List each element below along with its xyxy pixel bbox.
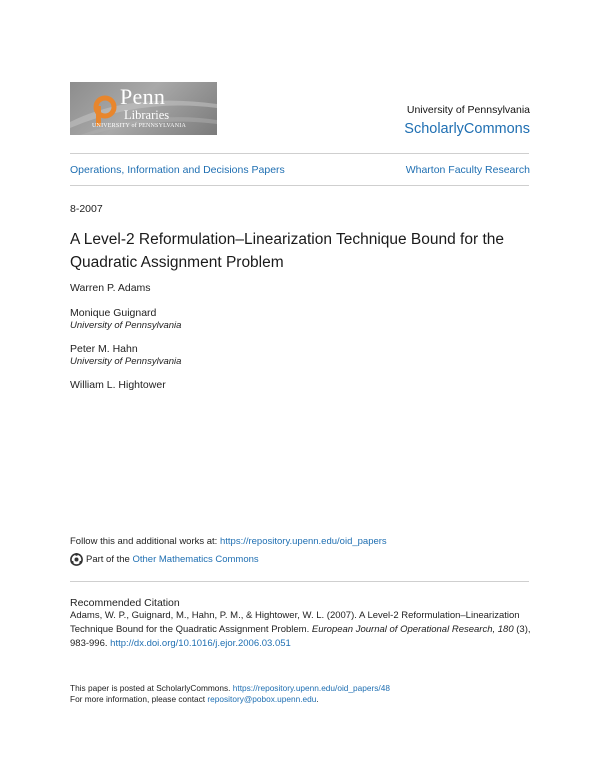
doi-link[interactable]: http://dx.doi.org/10.1016/j.ejor.2006.03.051: [110, 638, 291, 650]
follow-line: [70, 536, 387, 547]
partof-prefix: Part of the: [86, 554, 130, 565]
logo-libraries-text: Libraries: [124, 108, 170, 122]
logo-penn-text: Penn: [120, 84, 166, 109]
collection-link[interactable]: Operations, Information and Decisions Papers: [70, 164, 285, 176]
divider: [70, 153, 529, 154]
more-info-prefix: For more information, please contact: [70, 694, 208, 704]
author-name: Warren P. Adams: [70, 282, 151, 294]
citation-journal: European Journal of Operational Research, 180: [311, 624, 514, 636]
author-name: Monique Guignard: [70, 307, 157, 319]
citation-pages: (3), 983-996.: [70, 624, 531, 650]
author-affiliation: University of Pennsylvania: [70, 320, 182, 331]
paper-title: A Level-2 Reformulation–Linearization Technique Bound for the Quadratic Assignment Problem: [70, 231, 504, 271]
author-affiliation: University of Pennsylvania: [70, 356, 182, 367]
author-name: William L. Hightower: [70, 379, 166, 391]
recommended-citation-heading: Recommended Citation: [70, 597, 180, 609]
logo-university-text: UNIVERSITY of PENNSYLVANIA: [92, 123, 186, 129]
citation-text: [70, 609, 532, 652]
more-info-suffix: .: [316, 694, 319, 704]
contact-email-link[interactable]: repository@pobox.upenn.edu: [207, 694, 317, 704]
author-name: Peter M. Hahn: [70, 343, 138, 355]
divider: [70, 185, 529, 186]
faculty-research-link[interactable]: Wharton Faculty Research: [405, 164, 530, 176]
part-of-line: [70, 553, 259, 566]
divider: [70, 581, 529, 582]
publication-date: 8-2007: [70, 203, 103, 215]
posted-url-link[interactable]: https://repository.upenn.edu/oid_papers/48: [232, 683, 390, 693]
follow-url-link[interactable]: https://repository.upenn.edu/oid_papers: [219, 536, 387, 547]
more-info-line: [70, 694, 319, 704]
posted-line: [70, 683, 390, 693]
citation-main: Adams, W. P., Guignard, M., Hahn, P. M., & Hightower, W. L. (2007). A Level-2 Reformulation–Linearization Technique Bound for the Quadratic Assignment Problem.: [70, 610, 520, 636]
follow-prefix: Follow this and additional works at:: [70, 536, 220, 547]
institution-name: University of Pennsylvania: [406, 104, 530, 116]
scholarlycommons-link[interactable]: ScholarlyCommons: [404, 121, 530, 137]
commons-network-icon: [70, 553, 83, 566]
penn-libraries-logo[interactable]: [70, 82, 217, 135]
other-mathematics-commons-link[interactable]: Other Mathematics Commons: [132, 554, 259, 565]
posted-prefix: This paper is posted at ScholarlyCommons.: [70, 683, 233, 693]
